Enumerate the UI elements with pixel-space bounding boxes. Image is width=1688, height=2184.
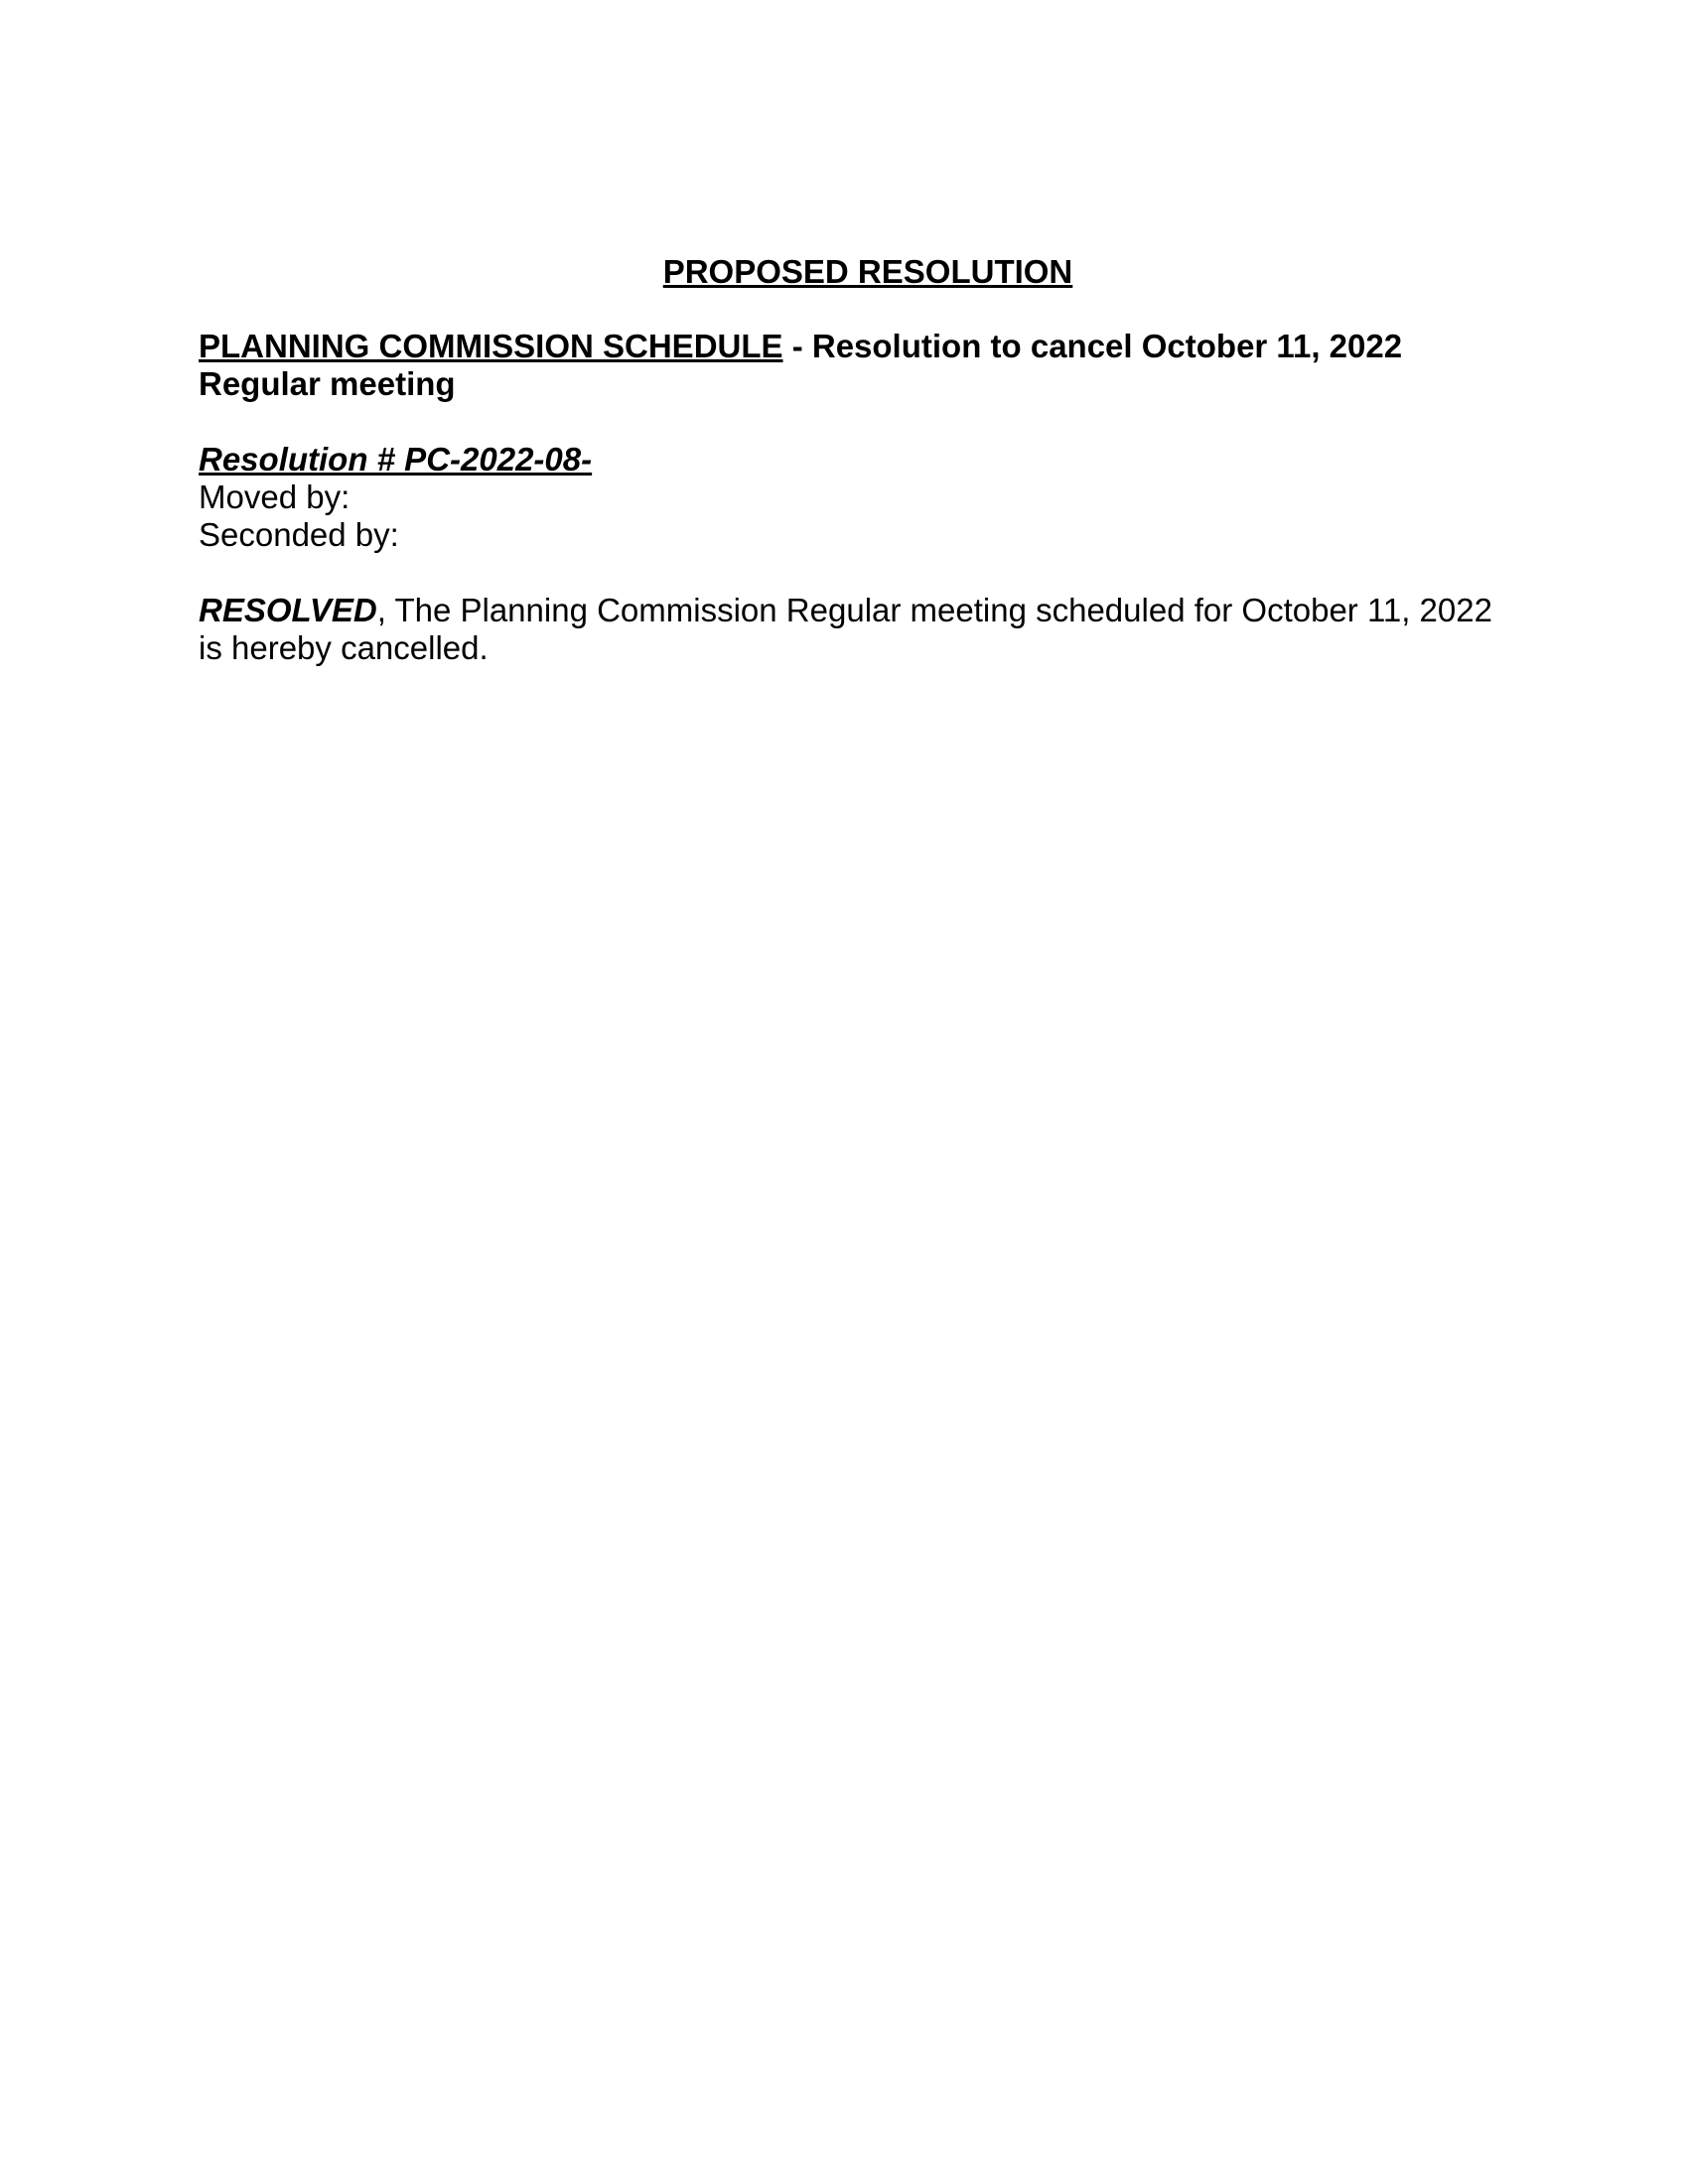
resolved-label: RESOLVED <box>199 592 377 628</box>
resolved-text: , The Planning Commission Regular meeting scheduled for October 11, 2022 is hereby cancelled. <box>199 592 1492 666</box>
seconded-by-label: Seconded by: <box>199 516 399 553</box>
subject-heading: PLANNING COMMISSION SCHEDULE <box>199 328 783 364</box>
subject-line <box>199 328 1519 403</box>
spacer <box>199 554 1519 592</box>
subject-description: Resolution to cancel October 11, 2022 Regular meeting <box>199 328 1403 402</box>
subject-separator: - <box>782 328 812 364</box>
document-title: PROPOSED RESOLUTION <box>662 253 1073 290</box>
moved-by-label: Moved by: <box>199 478 351 515</box>
document-content <box>199 253 1519 667</box>
resolution-number: Resolution # PC-2022-08- <box>199 441 593 478</box>
resolved-paragraph <box>199 592 1519 667</box>
